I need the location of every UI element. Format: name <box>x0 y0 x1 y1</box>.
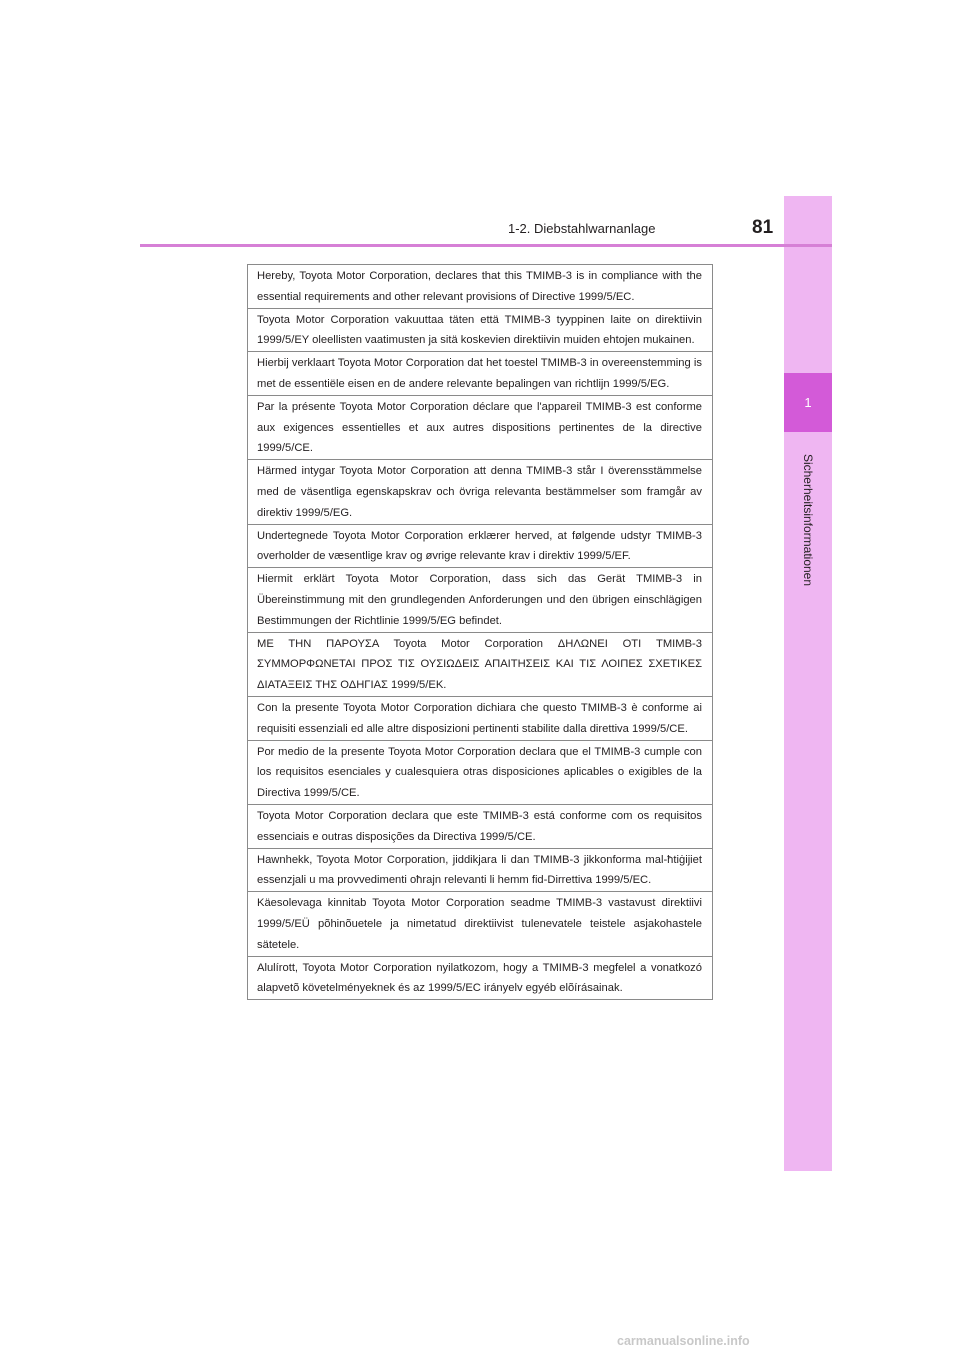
declaration-maltese: Hawnhekk, Toyota Motor Corporation, jiddikjara li dan TMIMB-3 jikkonforma mal-ħtiġijiet essenzjali u ma provvedimenti oħrajn relevanti li hemm fid-Dirrettiva 1999/5/EC. <box>248 848 712 892</box>
declaration-german: Hiermit erklärt Toyota Motor Corporation, dass sich das Gerät TMIMB-3 in Übereinstimmung mit den grundlegenden Anforderungen und den übrigen einschlägigen Bestimmungen der Richtlinie 1999/5/EG befindet. <box>248 567 712 631</box>
watermark: carmanualsonline.info <box>617 1334 750 1348</box>
declaration-dutch: Hierbij verklaart Toyota Motor Corporation dat het toestel TMIMB-3 in overeenstemming is met de essentiële eisen en de andere relevante bepalingen van richtlijn 1999/5/EG. <box>248 351 712 395</box>
chapter-number: 1 <box>804 395 812 410</box>
declaration-italian: Con la presente Toyota Motor Corporation dichiara che questo TMIMB-3 è conforme ai requisiti essenziali ed alle altre disposizioni pertinenti stabilite dalla direttiva 1999/5/CE. <box>248 696 712 740</box>
declaration-portuguese: Toyota Motor Corporation declara que este TMIMB-3 está conforme com os requisitos essenciais e outras disposições da Directiva 1999/5/CE. <box>248 804 712 848</box>
declaration-french: Par la présente Toyota Motor Corporation déclare que l'appareil TMIMB-3 est conforme aux exigences essentielles et aux autres dispositions pertinentes de la directive 1999/5/CE. <box>248 395 712 459</box>
chapter-number-badge <box>784 373 832 432</box>
declaration-table <box>247 264 713 1000</box>
chapter-title: Sicherheitsinformationen <box>801 453 815 587</box>
declaration-hungarian: Alulírott, Toyota Motor Corporation nyilatkozom, hogy a TMIMB-3 megfelel a vonatkozó alapvetõ követelményeknek és az 1999/5/EC irányelv egyéb elõírásainak. <box>248 956 712 1000</box>
declaration-swedish: Härmed intygar Toyota Motor Corporation att denna TMIMB-3 står I överensstämmelse med de väsentliga egenskapskrav och övriga relevanta bestämmelser som framgår av direktiv 1999/5/EG. <box>248 459 712 523</box>
declaration-greek: ΜΕ ΤΗΝ ΠΑΡΟΥΣΑ Toyota Motor Corporation ΔΗΛΩΝΕΙ ΟΤΙ TMIMB-3 ΣΥΜΜΟΡΦΩΝΕΤΑΙ ΠΡΟΣ ΤΙΣ ΟΥΣΙΩΔΕΙΣ ΑΠΑΙΤΗΣΕΙΣ ΚΑΙ ΤΙΣ ΛΟΙΠΕΣ ΣΧΕΤΙΚΕΣ ΔΙΑΤΑΞΕΙΣ ΤΗΣ ΟΔΗΓΙΑΣ 1999/5/ΕΚ. <box>248 632 712 696</box>
declaration-danish: Undertegnede Toyota Motor Corporation erklærer herved, at følgende udstyr TMIMB-3 overholder de væsentlige krav og øvrige relevante krav i direktiv 1999/5/EF. <box>248 524 712 568</box>
declaration-english: Hereby, Toyota Motor Corporation, declares that this TMIMB-3 is in compliance with the essential requirements and other relevant provisions of Directive 1999/5/EC. <box>257 270 702 303</box>
side-chapter-tab <box>784 196 832 1171</box>
section-title: 1-2. Diebstahlwarnanlage <box>508 221 656 236</box>
declaration-spanish: Por medio de la presente Toyota Motor Corporation declara que el TMIMB-3 cumple con los requisitos esenciales y cualesquiera otras disposiciones aplicables o exigibles de la Directiva 1999/5/CE. <box>248 740 712 804</box>
declaration-estonian: Käesolevaga kinnitab Toyota Motor Corporation seadme TMIMB-3 vastavust direktiivi 1999/5/EÜ põhinõuetele ja nimetatud direktiivist tulenevatele teistele asjakohastele sätetele. <box>248 891 712 955</box>
header-rule <box>140 244 832 247</box>
page-number: 81 <box>752 217 774 238</box>
declaration-finnish: Toyota Motor Corporation vakuuttaa täten että TMIMB-3 tyyppinen laite on direktiivin 1999/5/EY oleellisten vaatimusten ja sitä koskevien direktiivin muiden ehtojen mukainen. <box>248 308 712 352</box>
